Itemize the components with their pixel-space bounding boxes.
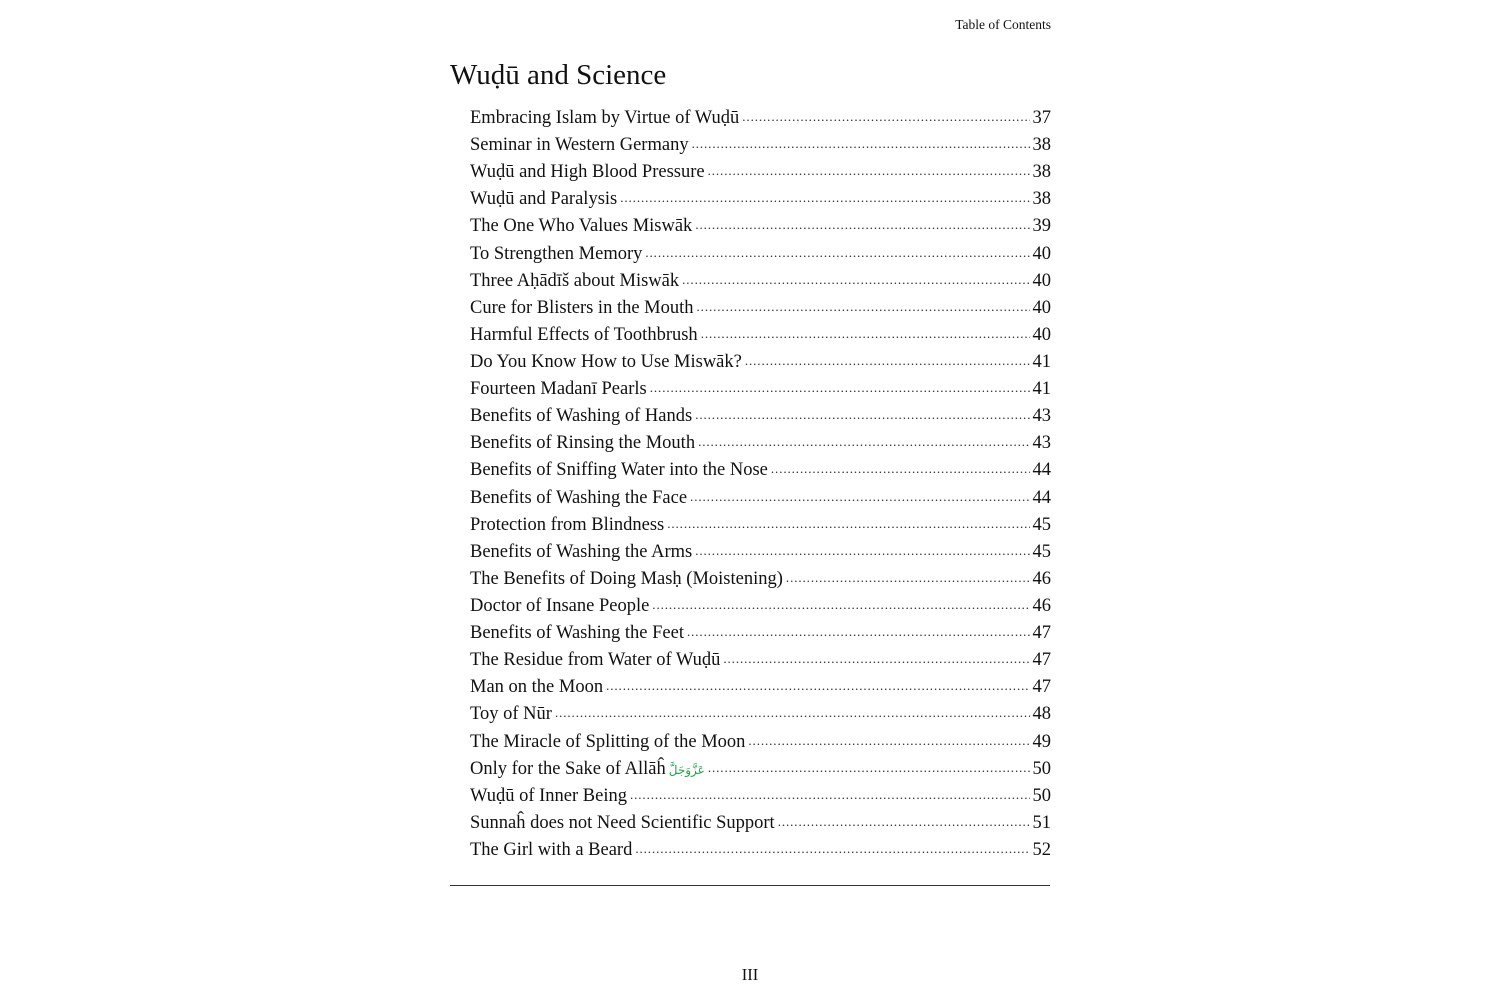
toc-entry-page-number: 50 — [1032, 785, 1051, 806]
toc-entry-title — [470, 539, 695, 566]
toc-entry-title-text: Benefits of Washing the Face — [470, 487, 688, 508]
toc-entry-title — [470, 566, 786, 593]
dot-leader — [698, 428, 1029, 448]
toc-entry-page-number: 47 — [1032, 623, 1051, 644]
toc-entry-title-text: The One Who Values Miswāk — [470, 216, 693, 237]
dot-leader — [742, 103, 1029, 123]
footer-divider — [450, 885, 1050, 886]
toc-entry-page-number: 45 — [1032, 514, 1051, 535]
toc-entry-page-number: 50 — [1032, 758, 1051, 779]
dot-leader — [697, 293, 1030, 313]
toc-entry-title-text: Fourteen Madanī Pearls — [470, 379, 647, 400]
toc-entry[interactable] — [470, 781, 1051, 808]
toc-entry-title — [470, 132, 692, 159]
dot-leader — [650, 374, 1030, 394]
dot-leader — [708, 754, 1030, 774]
toc-entry-title-text: Sunnaĥ does not Need Scientific Support — [470, 812, 775, 833]
toc-entry-page-number: 38 — [1032, 162, 1051, 183]
toc-entry-title — [470, 186, 620, 213]
dot-leader — [745, 347, 1030, 367]
toc-entry-title — [470, 485, 690, 512]
dot-leader — [695, 211, 1029, 231]
toc-entry-title — [470, 593, 652, 620]
toc-entry-title-text: The Residue from Water of Wuḍū — [470, 650, 721, 671]
document-page — [450, 0, 1051, 1000]
toc-entry-page-number: 40 — [1032, 324, 1051, 345]
toc-entry[interactable] — [470, 699, 1051, 726]
toc-entry-title-text: Benefits of Washing the Feet — [470, 623, 684, 644]
toc-entry-page-number: 47 — [1032, 677, 1051, 698]
dot-leader — [701, 320, 1030, 340]
toc-entry-title-text: The Girl with a Beard — [470, 839, 633, 860]
toc-list — [470, 103, 1051, 862]
toc-entry-title — [470, 105, 742, 132]
honorific-arabic-text: عَزَّوَجَلَّ — [668, 762, 705, 777]
toc-entry-title-text: Benefits of Washing the Arms — [470, 541, 693, 562]
toc-entry[interactable] — [470, 537, 1051, 564]
dot-leader — [748, 727, 1029, 747]
dot-leader — [778, 808, 1030, 828]
toc-entry[interactable] — [470, 211, 1051, 238]
toc-entry-title-text: Only for the Sake of Allāĥ — [470, 758, 666, 779]
toc-entry-page-number: 46 — [1032, 595, 1051, 616]
toc-entry[interactable] — [470, 455, 1051, 482]
toc-entry[interactable] — [470, 157, 1051, 184]
toc-entry[interactable] — [470, 130, 1051, 157]
toc-entry-title — [470, 430, 698, 457]
toc-entry[interactable] — [470, 835, 1051, 862]
toc-entry-title — [470, 349, 745, 376]
toc-entry-page-number: 52 — [1032, 839, 1051, 860]
toc-entry[interactable] — [470, 239, 1051, 266]
toc-entry-title — [470, 159, 708, 186]
toc-entry[interactable] — [470, 510, 1051, 537]
toc-entry-title-text: Harmful Effects of Toothbrush — [470, 324, 698, 345]
dot-leader — [682, 266, 1029, 286]
toc-entry[interactable] — [470, 266, 1051, 293]
dot-leader — [645, 239, 1029, 259]
toc-entry-title-text: Wuḍū and High Blood Pressure — [470, 162, 705, 183]
toc-entry-title-text: Doctor of Insane People — [470, 595, 650, 616]
toc-entry-title — [470, 376, 650, 403]
toc-entry-title — [470, 268, 682, 295]
toc-entry-page-number: 40 — [1032, 243, 1051, 264]
toc-entry-page-number: 48 — [1032, 704, 1051, 725]
toc-entry-page-number: 38 — [1032, 135, 1051, 156]
toc-entry-title-text: Benefits of Sniffing Water into the Nose — [470, 460, 768, 481]
toc-entry-title — [470, 241, 645, 268]
toc-entry[interactable] — [470, 808, 1051, 835]
toc-entry-title-text: Protection from Blindness — [470, 514, 665, 535]
toc-entry-title — [470, 322, 701, 349]
toc-entry-title — [470, 647, 723, 674]
toc-entry[interactable] — [470, 564, 1051, 591]
toc-entry[interactable] — [470, 401, 1051, 428]
toc-entry-title-text: Seminar in Western Germany — [470, 135, 689, 156]
toc-entry-page-number: 44 — [1032, 460, 1051, 481]
toc-entry-title — [470, 512, 667, 539]
toc-entry-title-text: The Benefits of Doing Masḥ (Moistening) — [470, 568, 783, 589]
toc-entry-title-text: Benefits of Washing of Hands — [470, 406, 693, 427]
toc-entry[interactable] — [470, 428, 1051, 455]
toc-entry-title-text: The Miracle of Splitting of the Moon — [470, 731, 746, 752]
toc-entry-title-text: Toy of Nūr — [470, 704, 552, 725]
toc-entry-page-number: 46 — [1032, 568, 1051, 589]
toc-entry-title — [470, 213, 695, 240]
toc-entry-title — [470, 674, 606, 701]
toc-entry-title-text: Embracing Islam by Virtue of Wuḍū — [470, 108, 740, 128]
toc-entry[interactable] — [470, 618, 1051, 645]
toc-entry-title — [470, 295, 697, 322]
dot-leader — [620, 184, 1029, 204]
toc-entry-title-text: Three Aḥādīš about Miswāk — [470, 270, 680, 291]
toc-entry[interactable] — [470, 727, 1051, 754]
dot-leader — [723, 645, 1029, 665]
toc-entry[interactable] — [470, 754, 1051, 781]
dot-leader — [690, 483, 1029, 503]
toc-entry-title — [470, 457, 771, 484]
toc-entry-title — [470, 756, 708, 784]
toc-entry-page-number: 40 — [1032, 270, 1051, 291]
toc-entry-page-number: 43 — [1032, 406, 1051, 427]
toc-entry-title — [470, 783, 630, 810]
toc-entry-page-number: 49 — [1032, 731, 1051, 752]
toc-entry[interactable] — [470, 184, 1051, 211]
toc-entry-page-number: 40 — [1032, 297, 1051, 318]
toc-entry[interactable] — [470, 103, 1051, 130]
section-heading: Wuḍū and Science — [450, 59, 667, 91]
toc-entry[interactable] — [470, 293, 1051, 320]
toc-entry-page-number: 43 — [1032, 433, 1051, 454]
toc-entry-page-number: 51 — [1032, 812, 1051, 833]
toc-entry[interactable] — [470, 320, 1051, 347]
toc-entry-page-number: 41 — [1032, 351, 1051, 372]
toc-entry-title — [470, 810, 778, 837]
dot-leader — [692, 130, 1030, 150]
toc-entry-title — [470, 729, 748, 756]
dot-leader — [635, 835, 1029, 855]
page-number: III — [741, 965, 759, 984]
toc-entry-title — [470, 620, 687, 647]
dot-leader — [771, 455, 1030, 475]
toc-entry-title — [470, 403, 695, 430]
running-header: Table of Contents — [955, 17, 1051, 32]
toc-entry-page-number: 37 — [1032, 108, 1051, 128]
toc-entry-page-number: 38 — [1032, 189, 1051, 210]
toc-entry[interactable] — [470, 645, 1051, 672]
toc-entry-page-number: 41 — [1032, 379, 1051, 400]
toc-entry-title-text: Man on the Moon — [470, 677, 604, 698]
toc-entry[interactable] — [470, 347, 1051, 374]
toc-entry-page-number: 44 — [1032, 487, 1051, 508]
dot-leader — [695, 401, 1029, 421]
dot-leader — [708, 157, 1030, 177]
dot-leader — [606, 672, 1029, 692]
toc-entry-title-text: Do You Know How to Use Miswāk? — [470, 351, 742, 372]
toc-entry[interactable] — [470, 591, 1051, 618]
dot-leader — [630, 781, 1030, 801]
toc-entry-page-number: 45 — [1032, 541, 1051, 562]
dot-leader — [695, 537, 1029, 557]
toc-entry-title-text: Benefits of Rinsing the Mouth — [470, 433, 696, 454]
toc-entry-title-text: Wuḍū and Paralysis — [470, 189, 618, 210]
dot-leader — [786, 564, 1030, 584]
dot-leader — [667, 510, 1029, 530]
toc-entry[interactable] — [470, 672, 1051, 699]
toc-entry-title-text: Cure for Blisters in the Mouth — [470, 297, 694, 318]
dot-leader — [555, 699, 1030, 719]
toc-entry[interactable] — [470, 374, 1051, 401]
dot-leader — [687, 618, 1030, 638]
toc-entry-title-text: To Strengthen Memory — [470, 243, 643, 264]
toc-entry-title-text: Wuḍū of Inner Being — [470, 785, 627, 806]
toc-entry-title — [470, 701, 555, 728]
toc-entry-title — [470, 837, 635, 864]
toc-entry-page-number: 39 — [1032, 216, 1051, 237]
toc-entry-page-number: 47 — [1032, 650, 1051, 671]
dot-leader — [652, 591, 1029, 611]
toc-entry[interactable] — [470, 483, 1051, 510]
